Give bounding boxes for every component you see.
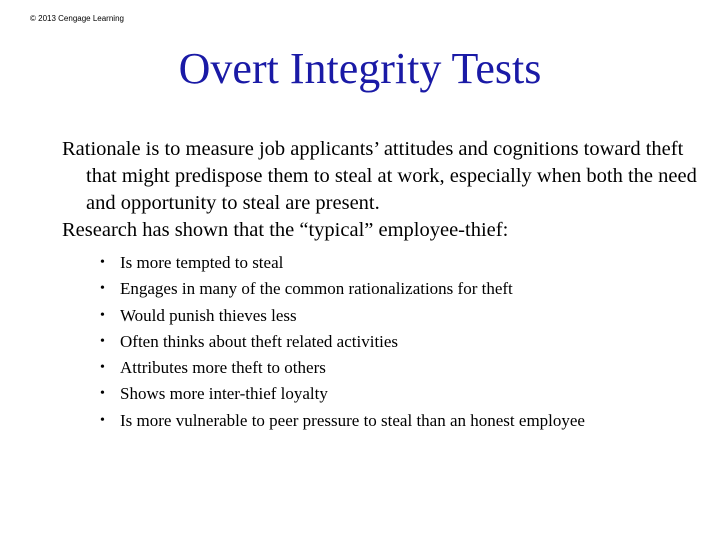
list-item [100,276,702,302]
list-item-text: Often thinks about theft related activities [120,331,399,351]
bullet-icon: • [100,281,105,297]
bullet-icon: • [100,307,105,323]
rationale-paragraph: Rationale is to measure job applicants’ attitudes and cognitions toward theft that might predispose them to steal at work, especially when both the need and opportunity to steal are present. [62,138,697,214]
list-item-text: Engages in many of the common rationalizations for theft [120,279,513,299]
slide-body [62,136,702,434]
list-item [100,355,702,381]
list-item-text: Attributes more theft to others [120,358,326,378]
research-paragraph: Research has shown that the “typical” employee-thief: [62,219,509,241]
bullet-icon: • [100,255,105,270]
bullet-icon: • [100,333,105,349]
list-item [100,303,702,329]
list-item-text: Is more vulnerable to peer pressure to steal than an honest employee [120,410,585,430]
copyright-notice: © 2013 Cengage Learning [30,14,124,23]
bullet-icon: • [100,386,105,402]
list-item [100,329,702,355]
list-item-text: Shows more inter-thief loyalty [120,384,328,404]
list-item-text: Would punish thieves less [120,305,297,325]
list-item [100,381,702,407]
slide-title-text: Overt Integrity Tests [178,44,542,93]
list-item [100,408,702,434]
bullet-icon: • [100,412,105,428]
list-item [100,250,702,276]
slide-title [0,42,720,96]
bullet-icon: • [100,360,105,376]
thief-traits-list [62,250,702,434]
list-item-text: Is more tempted to steal [120,253,284,272]
